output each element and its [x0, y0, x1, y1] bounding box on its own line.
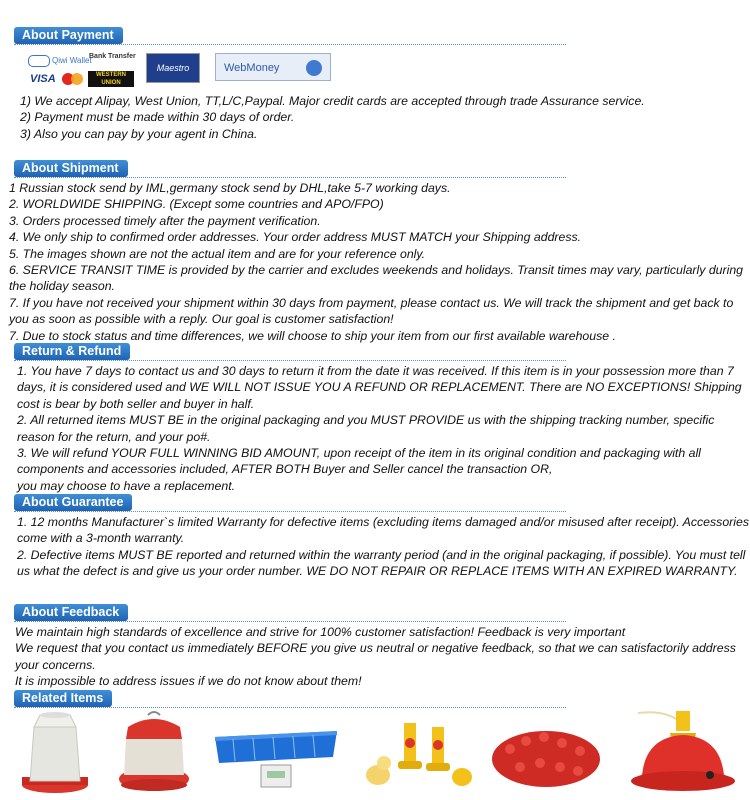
related-items-row — [0, 709, 750, 800]
shipment-text — [0, 180, 750, 344]
related-item-red-nipples[interactable] — [490, 709, 602, 799]
feedback-line: We maintain high standards of excellence and strive for 100% customer satisfaction! Feedback is very important — [15, 625, 626, 639]
payment-header — [0, 27, 750, 45]
feedback-section — [0, 604, 750, 690]
refund-text — [0, 363, 750, 494]
related-item-blue-tray[interactable] — [213, 709, 339, 799]
feedback-title: About Feedback — [14, 604, 128, 621]
shipment-line: 5. The images shown are not the actual item and are for your reference only. — [9, 246, 426, 261]
qiwi-icon — [28, 55, 50, 67]
refund-title: Return & Refund — [14, 343, 130, 360]
globe-icon — [306, 60, 322, 76]
feedback-header — [0, 604, 750, 622]
shipment-header — [0, 160, 750, 178]
mastercard-orange-circle-icon — [71, 73, 83, 85]
guarantee-line: 1. 12 months Manufacturer`s limited Warranty for defective items (excluding items damaged and/or misused after receipt). Accessories come with a 3-month warranty. — [17, 515, 749, 546]
payment-title: About Payment — [14, 27, 123, 44]
payment-line: 2) Payment must be made within 30 days of order. — [20, 110, 295, 125]
feedback-line: We request that you contact us immediately BEFORE you give us neutral or negative feedback, so that we can satisfactorily address your concerns. — [15, 641, 736, 672]
related-header — [0, 690, 750, 708]
guarantee-line: 2. Defective items MUST BE reported and returned within the warranty period (and in the original packaging, if possible). You must tell us what the defect is and give us your order number. WE DO NOT REPAIR OR REPLACE ITEMS WITH AN EXPIRED WARRANTY. — [17, 547, 746, 579]
guarantee-text — [0, 514, 750, 580]
qiwi-wallet-logo: Qiwi Wallet — [28, 55, 92, 67]
feedback-text — [0, 624, 750, 690]
guarantee-title: About Guarantee — [14, 494, 132, 511]
related-item-nipple-drinkers[interactable] — [362, 709, 474, 799]
western-union-logo: WESTERN UNION — [88, 71, 134, 87]
refund-section — [0, 343, 750, 494]
shipment-line: 4. We only ship to confirmed order addresses. Your order address MUST MATCH your Shipping address. — [9, 230, 582, 245]
refund-line: you may choose to have a replacement. — [17, 478, 236, 493]
payment-line: 1) We accept Alipay, West Union, TT,L/C,Paypal. Major credit cards are accepted through trade Assurance service. — [20, 94, 645, 108]
related-item-white-drinker[interactable] — [20, 709, 90, 799]
shipment-line: 6. SERVICE TRANSIT TIME is provided by the carrier and excludes weekends and holidays. Transit times may vary, particularly during the holiday season. — [9, 263, 744, 294]
refund-line: 2. All returned items MUST BE in the original packaging and you MUST PROVIDE us with the shipping tracking number, specific reason for the return, and your po#. — [17, 413, 715, 444]
related-title: Related Items — [14, 690, 112, 707]
payment-text — [0, 93, 750, 142]
refund-line: 3. We will refund YOUR FULL WINNING BID AMOUNT, upon receipt of the item in its original condition and packaging with all components and accessories included, AFTER BOTH Buyer and Seller cancel the transaction OR, — [17, 446, 701, 477]
shipment-line: 3. Orders processed timely after the payment verification. — [9, 213, 321, 228]
payment-section — [0, 27, 750, 142]
shipment-section — [0, 160, 750, 344]
shipment-line: 7. If you have not received your shipment within 30 days from payment, please contact us. We will track the shipment and get back to you as soon as possible with a reply. Our goal is customer satisfaction! — [9, 295, 734, 327]
guarantee-header — [0, 494, 750, 512]
refund-line: 1. You have 7 days to contact us and 30 days to return it from the date it was received. If this item is in your possession more than 7 days, it is considered used and WE WILL NOT ISSUE YOU A REFUND OR REPLACEMENT. There are NO EXCEPTIONS! Shipping cost is bear by both seller and buyer in half. — [17, 364, 742, 411]
visa-logo: VISA — [30, 73, 56, 85]
payment-logos — [0, 51, 750, 93]
maestro-logo: Maestro — [146, 53, 200, 83]
refund-header — [0, 343, 750, 361]
shipment-line: 2. WORLDWIDE SHIPPING. (Except some countries and APO/FPO) — [9, 197, 384, 212]
shipment-title: About Shipment — [14, 160, 128, 177]
header-divider — [14, 511, 566, 512]
shipment-line: 1 Russian stock send by IML,germany stock send by DHL,take 5-7 working days. — [9, 181, 451, 195]
header-divider — [14, 177, 566, 178]
related-section — [0, 690, 750, 708]
header-divider — [14, 707, 566, 708]
feedback-line: It is impossible to address issues if we do not know about them! — [15, 674, 362, 689]
header-divider — [14, 44, 566, 45]
bank-transfer-logo: Bank Transfer — [89, 53, 136, 60]
mastercard-logo — [62, 73, 86, 85]
guarantee-section — [0, 494, 750, 580]
related-item-bell-drinker[interactable] — [628, 709, 736, 799]
header-divider — [14, 621, 566, 622]
related-item-red-feeder[interactable] — [118, 709, 190, 799]
payment-line: 3) Also you can pay by your agent in China. — [20, 126, 258, 141]
webmoney-logo: WebMoney — [215, 53, 331, 81]
header-divider — [14, 360, 566, 361]
shipment-line: 7. Due to stock status and time differences, we will choose to ship your item from our first available warehouse . — [9, 328, 616, 343]
